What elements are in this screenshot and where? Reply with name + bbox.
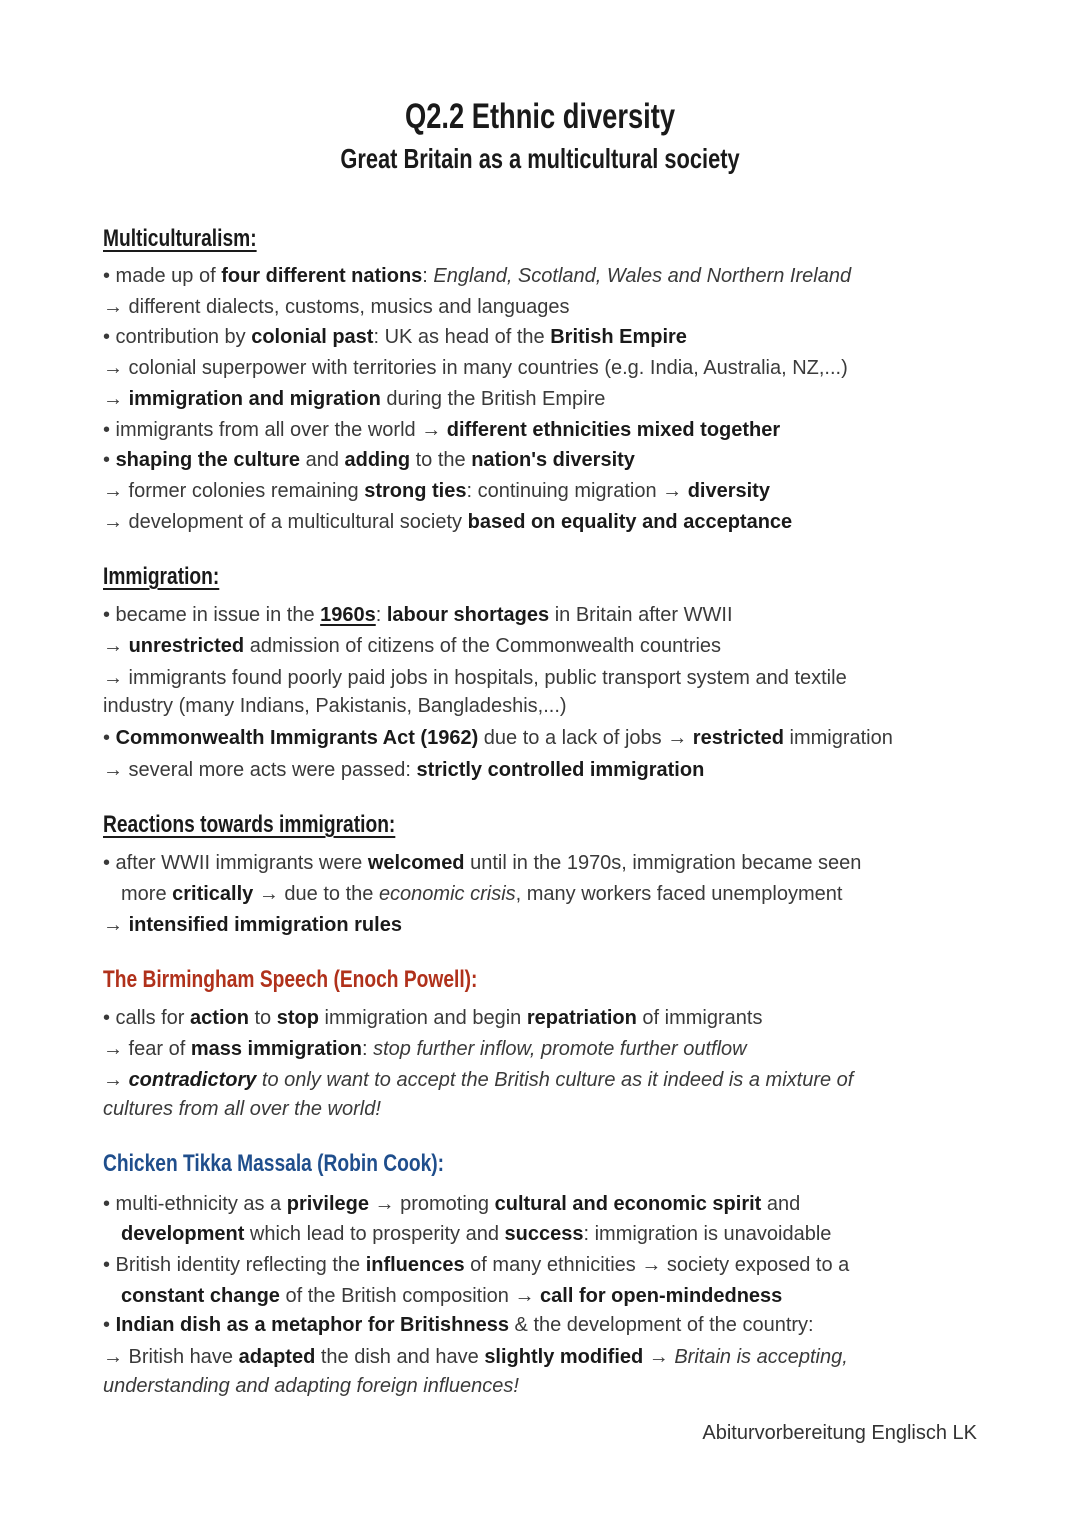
text-segment: • [103,1314,116,1336]
text-segment: colonial past [251,326,374,348]
text-segment: until in the 1970s, immigration became seen [464,852,862,874]
text-segment: → immigrants found poorly paid jobs in hospitals, public transport system and textile [103,667,847,689]
text-segment: to only want to accept the British culture as it indeed is a mixture of [256,1069,854,1091]
text-segment: immigration and migration [128,388,381,410]
text-segment: : [361,1038,374,1060]
immigration-line [103,634,721,658]
text-segment: strictly controlled immigration [416,759,705,781]
text-segment: of many ethnicities → society exposed to a [464,1254,850,1276]
chicken-line [121,1284,782,1308]
heading-chicken-tikka-massala: Chicken Tikka Massala (Robin Cook): [103,1150,445,1177]
text-segment: influences [365,1254,465,1276]
reactions-line [103,851,861,875]
text-segment: based on equality and acceptance [467,511,793,533]
text-segment: action [190,1007,249,1029]
text-segment: → British have [103,1346,239,1368]
text-segment: understanding and adapting foreign influences! [103,1375,519,1397]
immigration-line [103,694,567,718]
text-segment: • [103,727,116,749]
text-segment: → [643,1346,675,1368]
text-segment: stop further inflow, promote further outflow [373,1038,747,1060]
immigration-line [103,726,893,750]
text-segment: → [103,388,129,410]
text-segment: restricted [692,727,784,749]
text-segment: economic crisis [378,883,516,905]
text-segment: of the British composition → [279,1285,541,1307]
birmingham-line [103,1037,747,1061]
heading-reactions: Reactions towards immigration: [103,811,396,838]
text-segment: • British identity reflecting the [103,1254,366,1276]
birmingham-line [103,1068,853,1092]
text-segment: admission of citizens of the Commonwealth countries [244,635,722,657]
text-segment: shaping the culture [115,449,301,471]
page-subtitle: Great Britain as a multicultural society [340,143,740,174]
heading-immigration: Immigration: [103,563,220,590]
text-segment: : [422,265,434,287]
text-segment: to the [410,449,472,471]
immigration-line [103,666,847,690]
text-segment: diversity [687,480,770,502]
text-segment: adapted [238,1346,316,1368]
text-segment: labour shortages [386,604,550,626]
text-segment: strong ties [364,480,467,502]
footer-note: Abiturvorbereitung Englisch LK [702,1422,977,1444]
text-segment: the dish and have [315,1346,485,1368]
multiculturalism-line [103,387,605,411]
text-segment: slightly modified [484,1346,644,1368]
text-segment: → [103,1069,129,1091]
text-segment: → [103,914,129,936]
text-segment: → several more acts were passed: [103,759,417,781]
text-segment: cultures from all over the world! [103,1098,381,1120]
text-segment: Indian dish as a metaphor for Britishness [115,1314,509,1336]
text-segment: → promoting [369,1193,495,1215]
immigration-line [103,603,733,627]
text-segment: → different dialects, customs, musics and languages [103,296,570,318]
text-segment: immigration [783,727,893,749]
text-segment: Commonwealth Immigrants Act (1962) [115,727,479,749]
text-segment: : UK as head of the [373,326,551,348]
text-segment: call for open-mindedness [540,1285,783,1307]
text-segment: contradictory [128,1069,257,1091]
text-segment: repatriation [526,1007,637,1029]
text-segment: : [375,604,387,626]
text-segment: welcomed [367,852,465,874]
text-segment: : immigration is unavoidable [583,1223,832,1245]
text-segment: → [103,635,129,657]
text-segment: adding [344,449,411,471]
text-segment: 1960s [320,604,376,626]
text-segment: mass immigration [190,1038,362,1060]
text-segment: more [121,883,173,905]
chicken-line [103,1345,848,1369]
text-segment: → development of a multicultural society [103,511,468,533]
text-segment: to [248,1007,277,1029]
reactions-line [121,882,842,906]
text-segment: → fear of [103,1038,191,1060]
multiculturalism-line [103,448,635,472]
text-segment: • multi-ethnicity as a [103,1193,287,1215]
text-segment: constant change [121,1285,280,1307]
chicken-line [103,1253,849,1277]
text-segment: British Empire [550,326,687,348]
text-segment: nation's diversity [471,449,635,471]
text-segment: unrestricted [128,635,245,657]
text-segment: → colonial superpower with territories in many countries (e.g. India, Australia, NZ,...) [103,357,848,379]
birmingham-line [103,1006,762,1030]
text-segment: of immigrants [636,1007,763,1029]
text-segment: stop [276,1007,319,1029]
chicken-line [103,1192,800,1216]
text-segment: intensified immigration rules [128,914,402,936]
text-segment: & the development of the country: [508,1314,814,1336]
text-segment: in Britain after WWII [549,604,733,626]
reactions-line [103,913,402,937]
text-segment: which lead to prosperity and [244,1223,505,1245]
text-segment: • made up of [103,265,222,287]
text-segment: Britain is accepting, [674,1346,848,1368]
multiculturalism-line [103,418,780,442]
heading-multiculturalism: Multiculturalism: [103,225,257,252]
text-segment: cultural and economic spirit [494,1193,762,1215]
multiculturalism-line [103,295,570,319]
chicken-line [103,1374,519,1398]
text-segment: due to a lack of jobs → [478,727,693,749]
text-segment: • [103,449,116,471]
text-segment: privilege [286,1193,369,1215]
text-segment: → due to the [253,883,379,905]
multiculturalism-line [103,479,770,503]
text-segment: success [504,1223,584,1245]
text-segment: • after WWII immigrants were [103,852,368,874]
text-segment: immigration and begin [318,1007,527,1029]
page-title: Q2.2 Ethnic diversity [404,97,676,136]
text-segment: development [121,1223,245,1245]
text-segment: • became in issue in the [103,604,321,626]
birmingham-line [103,1097,381,1121]
text-segment: • contribution by [103,326,252,348]
text-segment: England, Scotland, Wales and Northern Ireland [433,265,852,287]
text-segment: during the British Empire [380,388,606,410]
text-segment: • immigrants from all over the world → [103,419,447,441]
immigration-line [103,758,704,782]
text-segment: and [761,1193,801,1215]
multiculturalism-line [103,356,848,380]
multiculturalism-line [103,264,851,288]
multiculturalism-line [103,325,687,349]
text-segment: critically [172,883,254,905]
text-segment: • calls for [103,1007,191,1029]
text-segment: different ethnicities mixed together [446,419,781,441]
chicken-line [103,1313,814,1337]
chicken-line [121,1222,831,1246]
multiculturalism-line [103,510,792,534]
text-segment: , many workers faced unemployment [515,883,843,905]
text-segment: and [300,449,345,471]
text-segment: four different nations [221,265,423,287]
text-segment: : continuing migration → [466,480,688,502]
text-segment: → former colonies remaining [103,480,365,502]
heading-birmingham-speech: The Birmingham Speech (Enoch Powell): [103,966,478,993]
text-segment: industry (many Indians, Pakistanis, Bangladeshis,...) [103,695,567,717]
